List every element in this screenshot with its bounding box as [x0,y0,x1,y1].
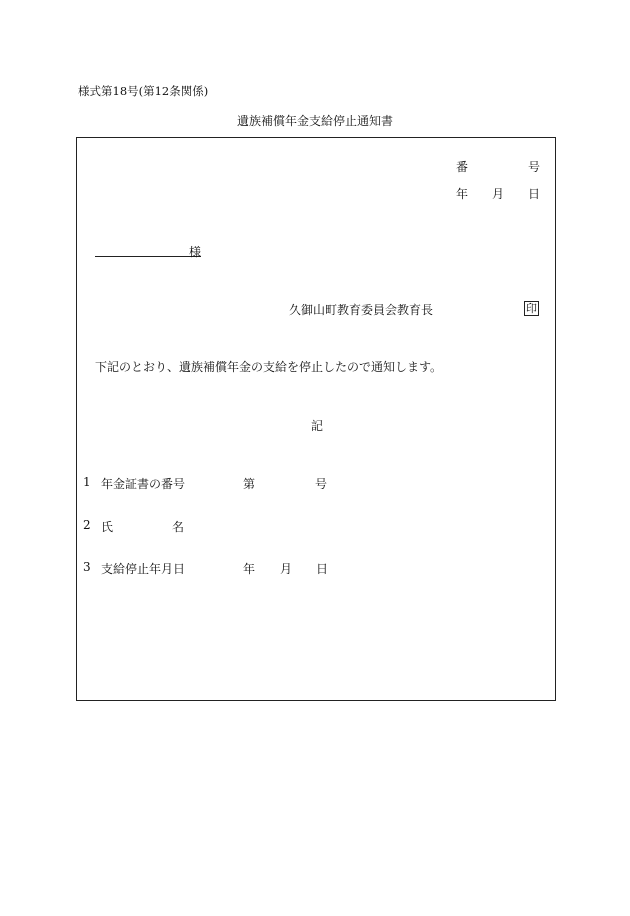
item-1-number: 1 [83,475,91,489]
item-1-dai: 第 [243,477,256,491]
date-year-label: 年 [456,187,469,201]
date-month-label: 月 [492,187,505,201]
notification-body-text: 下記のとおり、遺族補償年金の支給を停止したので通知します。 [95,360,443,374]
date-day-label: 日 [528,187,541,201]
addressee-suffix: 様 [189,245,202,259]
item-2-label-mei: 名 [172,520,185,534]
item-3-label: 支給停止年月日 [101,562,186,576]
document-title: 遺族補償年金支給停止通知書 [236,114,393,128]
number-go-label: 号 [528,160,541,174]
item-2-label-shi: 氏 [101,520,114,534]
addressee-name-line [95,256,201,257]
ki-heading: 記 [311,419,324,433]
seal-mark: 印 [526,302,537,315]
item-2-number: 2 [83,518,91,532]
item-3-day: 日 [316,562,329,576]
issuer-name: 久御山町教育委員会教育長 [289,303,434,317]
item-1-go: 号 [315,477,328,491]
form-number-label: 様式第18号(第12条関係) [78,84,209,98]
item-3-month: 月 [280,562,293,576]
item-3-year: 年 [243,562,256,576]
item-1-label: 年金証書の番号 [101,477,186,491]
number-ban-label: 番 [456,160,469,174]
item-3-number: 3 [83,560,91,574]
